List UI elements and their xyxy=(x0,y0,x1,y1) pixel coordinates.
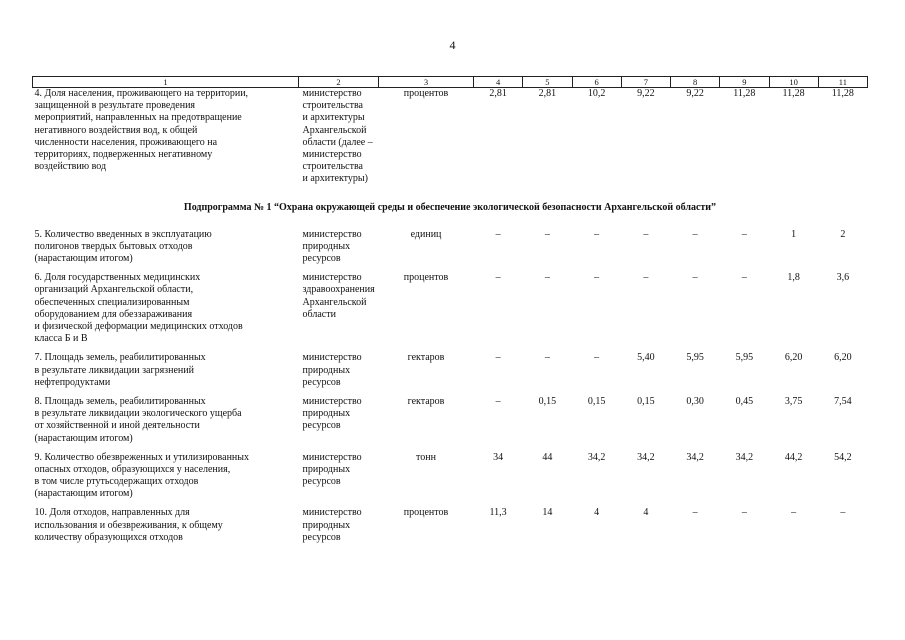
indicator-value: 4 xyxy=(594,507,600,519)
indicator-value: – xyxy=(495,228,501,240)
indicator-value: – xyxy=(840,507,846,519)
unit-of-measure: гектаров xyxy=(407,352,445,364)
indicator-value: – xyxy=(643,272,649,284)
indicator-value: 14 xyxy=(542,507,553,519)
indicator-value: 54,2 xyxy=(834,451,852,463)
indicator-value: 6,20 xyxy=(784,352,803,364)
indicator-value: – xyxy=(594,272,600,284)
indicator-value: – xyxy=(643,228,649,240)
indicator-value: – xyxy=(495,395,501,407)
indicator-name: 6. Доля государственных медицинских организаций Архангельской области, обеспеченных специализированным оборудованием для обеззараживания и физической деформации медицинских отходов класса Б и В xyxy=(34,272,243,345)
unit-of-measure: тонн xyxy=(416,451,436,463)
indicator-value: 34 xyxy=(493,451,504,463)
indicator-value: – xyxy=(594,228,600,240)
indicator-value: 1,8 xyxy=(787,272,800,284)
column-number-header xyxy=(33,77,868,88)
indicator-value: 5,95 xyxy=(686,352,704,364)
responsible-body: министерство строительства и архитектуры Архангельской области (далее – министерство строительства и архитектуры) xyxy=(302,88,373,185)
indicator-value: 34,2 xyxy=(686,451,704,463)
indicator-value: 34,2 xyxy=(735,451,754,463)
indicator-value: – xyxy=(741,228,747,240)
indicator-value: – xyxy=(544,272,550,284)
subprogram-heading-row xyxy=(33,193,868,229)
responsible-body: министерство природных ресурсов xyxy=(302,507,362,543)
responsible-body: министерство природных ресурсов xyxy=(302,352,362,388)
table-row xyxy=(33,88,868,193)
table-row xyxy=(33,352,868,396)
indicator-value: – xyxy=(692,228,698,240)
indicator-value: – xyxy=(741,507,747,519)
column-number: 7 xyxy=(621,77,670,88)
indicator-value: 2,81 xyxy=(489,88,507,99)
indicator-value: 2,81 xyxy=(538,88,557,99)
indicator-name: 8. Площадь земель, реабилитированных в результате ликвидации экологического ущерба от хозяйственной и иной деятельности (нарастающим итогом) xyxy=(34,395,242,444)
table-row xyxy=(33,396,868,452)
indicator-value: – xyxy=(692,507,698,519)
column-number: 3 xyxy=(379,77,474,88)
indicator-name: 10. Доля отходов, направленных для использования и обезвреживания, к общему количеству образующихся отходов xyxy=(34,507,223,543)
indicators-table xyxy=(32,76,868,551)
indicator-value: 11,28 xyxy=(831,88,854,99)
column-number: 6 xyxy=(572,77,621,88)
table-row xyxy=(33,272,868,352)
column-number: 9 xyxy=(720,77,769,88)
indicator-value: 3,75 xyxy=(784,395,803,407)
indicator-value: 5,40 xyxy=(637,352,655,364)
indicator-name: 9. Количество обезвреженных и утилизированных опасных отходов, образующихся у населения, в том числе ртутьсодержащих отходов (нарастающим итогом) xyxy=(34,451,249,500)
indicator-value: 34,2 xyxy=(637,451,655,463)
column-number: 2 xyxy=(299,77,379,88)
indicator-value: 1 xyxy=(791,228,797,240)
responsible-body: министерство природных ресурсов xyxy=(302,451,362,488)
responsible-body: министерство здравоохранения Архангельской области xyxy=(302,272,375,320)
indicator-value: – xyxy=(495,272,501,284)
indicator-value: 6,20 xyxy=(834,352,852,364)
indicator-name: 4. Доля населения, проживающего на территории, защищенной в результате проведения мероприятий, направленных на предотвращение негативного воздействия вод, к общей численности населения, проживающего на территориях, подверженных негативному воздействию вод xyxy=(34,88,249,173)
table-row xyxy=(33,507,868,551)
indicator-value: 9,22 xyxy=(637,88,655,99)
indicator-value: 44 xyxy=(542,451,553,463)
indicator-value: 0,15 xyxy=(637,395,655,407)
table-row xyxy=(33,229,868,273)
page-number: 4 xyxy=(449,38,456,52)
indicator-value: – xyxy=(791,507,797,519)
indicator-value: 44,2 xyxy=(784,451,803,463)
indicator-value: 0,45 xyxy=(735,395,754,407)
indicator-value: 34,2 xyxy=(587,451,606,463)
indicator-value: 0,15 xyxy=(538,395,557,407)
indicator-value: – xyxy=(544,228,550,240)
indicator-value: 2 xyxy=(840,228,846,240)
indicator-value: 4 xyxy=(643,507,649,519)
unit-of-measure: гектаров xyxy=(407,395,445,407)
indicator-value: – xyxy=(495,352,501,364)
indicator-value: – xyxy=(544,352,550,364)
indicator-value: 11,28 xyxy=(782,88,805,99)
indicator-value: – xyxy=(692,272,698,284)
indicator-value: 11,28 xyxy=(733,88,756,99)
column-number: 10 xyxy=(769,77,818,88)
responsible-body: министерство природных ресурсов xyxy=(302,395,362,432)
unit-of-measure: единиц xyxy=(410,228,442,240)
unit-of-measure: процентов xyxy=(403,272,449,284)
indicator-value: 0,30 xyxy=(686,395,704,407)
indicator-value: 3,6 xyxy=(836,272,850,284)
column-number: 4 xyxy=(474,77,523,88)
unit-of-measure: процентов xyxy=(403,507,449,519)
column-number: 1 xyxy=(33,77,299,88)
column-number: 5 xyxy=(523,77,572,88)
indicator-value: 11,3 xyxy=(489,507,507,519)
subprogram-title: Подпрограмма № 1 “Охрана окружающей среды и обеспечение экологической безопасности Архангельской области” xyxy=(183,201,717,213)
indicator-name: 5. Количество введенных в эксплуатацию полигонов твердых бытовых отходов (нарастающим итогом) xyxy=(34,228,212,265)
unit-of-measure: процентов xyxy=(403,88,449,99)
table-row xyxy=(33,452,868,508)
column-number: 8 xyxy=(671,77,720,88)
indicator-value: – xyxy=(594,352,600,364)
indicator-value: 9,22 xyxy=(686,88,704,99)
indicator-value: 7,54 xyxy=(834,395,852,407)
indicator-value: 10,2 xyxy=(587,88,606,99)
responsible-body: министерство природных ресурсов xyxy=(302,228,362,265)
indicator-value: 0,15 xyxy=(587,395,606,407)
indicator-value: 5,95 xyxy=(735,352,754,364)
indicator-value: – xyxy=(741,272,747,284)
column-number: 11 xyxy=(818,77,867,88)
indicator-name: 7. Площадь земель, реабилитированных в результате ликвидации загрязнений нефтепродуктами xyxy=(34,352,206,388)
